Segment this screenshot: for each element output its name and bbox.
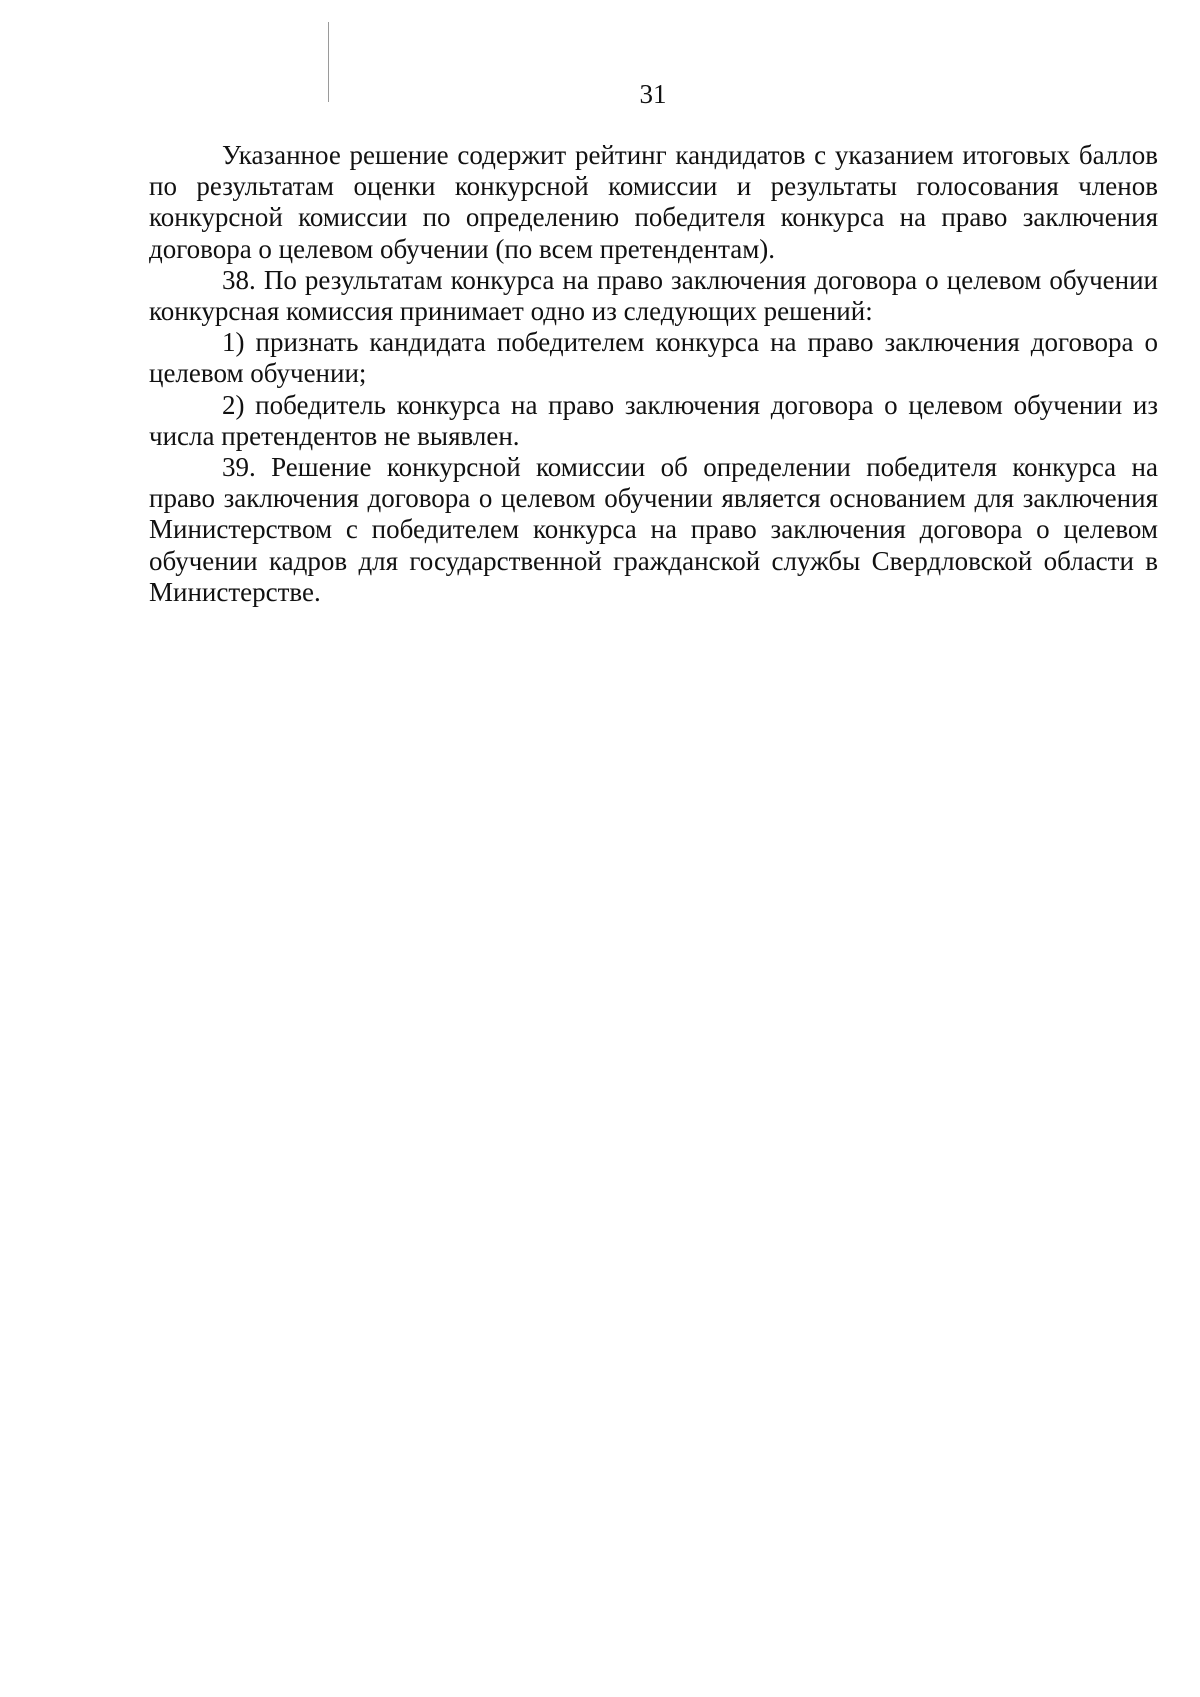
page-number: 31	[639, 79, 667, 109]
paragraph-item-39: 39. Решение конкурсной комиссии об определении победителя конкурса на право заключения договора о целевом обучении является основанием для заключения Министерством с победителем конкурса на право заключения договора о целевом обучении кадров для государственной гражданской службы Свердловской области в Министерстве.	[149, 452, 1158, 607]
paragraph-rating-summary: Указанное решение содержит рейтинг кандидатов с указанием итоговых баллов по результатам оценки конкурсной комиссии и результаты голосования членов конкурсной комиссии по определению победителя конкурса на право заключения договора о целевом обучении (по всем претендентам).	[149, 140, 1158, 264]
paragraph-decision-2: 2) победитель конкурса на право заключения договора о целевом обучении из числа претендентов не выявлен.	[149, 389, 1158, 451]
paragraph-decision-1: 1) признать кандидата победителем конкурса на право заключения договора о целевом обучении;	[149, 327, 1158, 389]
document-body	[149, 140, 1158, 608]
paragraph-item-38: 38. По результатам конкурса на право заключения договора о целевом обучении конкурсная комиссия принимает одно из следующих решений:	[149, 264, 1158, 327]
